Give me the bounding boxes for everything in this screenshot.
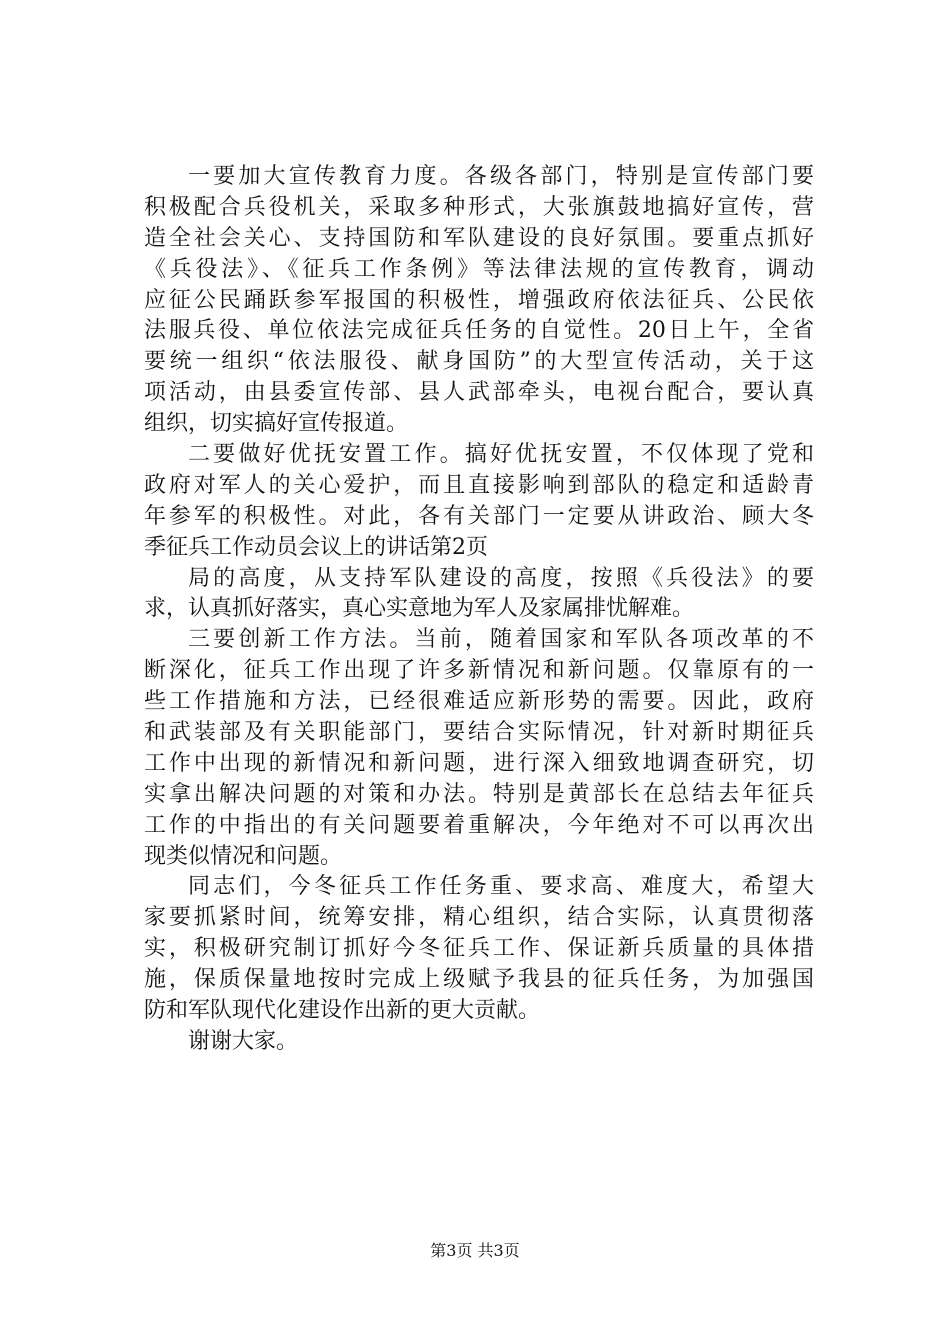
paragraph-2-line-3: 年参军的积极性。对此，各有关部门一定要从讲政治、顾大冬: [144, 503, 814, 529]
paragraph-4-line-8: 现类似情况和问题。: [144, 843, 343, 869]
paragraph-5-line-4: 施，保质保量地按时完成上级赋予我县的征兵任务，为加强国: [144, 967, 814, 993]
paragraph-1-line-8: 项活动，由县委宣传部、县人武部牵头，电视台配合，要认真: [144, 380, 814, 406]
paragraph-4-line-3: 些工作措施和方法，已经很难适应新形势的需要。因此，政府: [144, 689, 814, 715]
paragraph-4-line-1: 三要创新工作方法。当前，随着国家和军队各项改革的不: [188, 627, 814, 653]
paragraph-5-line-3: 实，积极研究制订抓好今冬征兵工作、保证新兵质量的具体措: [144, 936, 814, 962]
paragraph-2-line-4: 季征兵工作动员会议上的讲话第2页: [144, 534, 488, 560]
paragraph-5-line-1: 同志们，今冬征兵工作任务重、要求高、难度大，希望大: [188, 874, 814, 900]
closing-line: 谢谢大家。: [188, 1028, 299, 1054]
paragraph-1-line-6: 法服兵役、单位依法完成征兵任务的自觉性。20日上午，全省: [144, 318, 814, 344]
paragraph-4-line-2: 断深化，征兵工作出现了许多新情况和新问题。仅靠原有的一: [144, 658, 814, 684]
page-footer: 第3页 共3页: [430, 1241, 520, 1260]
paragraph-4-line-5: 工作中出现的新情况和新问题，进行深入细致地调查研究，切: [144, 750, 814, 776]
paragraph-1-line-4: 《兵役法》、《征兵工作条例》等法律法规的宣传教育，调动: [144, 256, 814, 282]
paragraph-1-line-3: 造全社会关心、支持国防和军队建设的良好氛围。要重点抓好: [144, 225, 814, 251]
paragraph-5-line-5: 防和军队现代化建设作出新的更大贡献。: [144, 998, 541, 1024]
paragraph-1-line-1: 一要加大宣传教育力度。各级各部门，特别是宣传部门要: [188, 164, 814, 189]
paragraph-3-line-1: 局的高度，从支持军队建设的高度，按照《兵役法》的要: [188, 565, 814, 591]
paragraph-5-line-2: 家要抓紧时间，统筹安排，精心组织，结合实际，认真贯彻落: [144, 905, 814, 931]
paragraph-4-line-7: 工作的中指出的有关问题要着重解决，今年绝对不可以再次出: [144, 812, 814, 838]
paragraph-2-line-2: 政府对军人的关心爱护，而且直接影响到部队的稳定和适龄青: [144, 472, 814, 498]
speech-body: [144, 162, 814, 1058]
paragraph-4-line-6: 实拿出解决问题的对策和办法。特别是黄部长在总结去年征兵: [144, 781, 814, 807]
paragraph-1-line-7: 要统一组织“依法服役、献身国防”的大型宣传活动，关于这: [144, 349, 814, 375]
paragraph-3-line-2: 求，认真抓好落实，真心实意地为军人及家属排忧解难。: [144, 596, 695, 622]
paragraph-2-line-1: 二要做好优抚安置工作。搞好优抚安置，不仅体现了党和: [188, 442, 814, 468]
paragraph-1-line-9: 组织，切实搞好宣传报道。: [144, 411, 409, 437]
paragraph-1-line-5: 应征公民踊跃参军报国的积极性，增强政府依法征兵、公民依: [144, 287, 814, 313]
paragraph-1-line-2: 积极配合兵役机关，采取多种形式，大张旗鼓地搞好宣传，营: [144, 194, 814, 220]
paragraph-4-line-4: 和武装部及有关职能部门，要结合实际情况，针对新时期征兵: [144, 720, 814, 746]
